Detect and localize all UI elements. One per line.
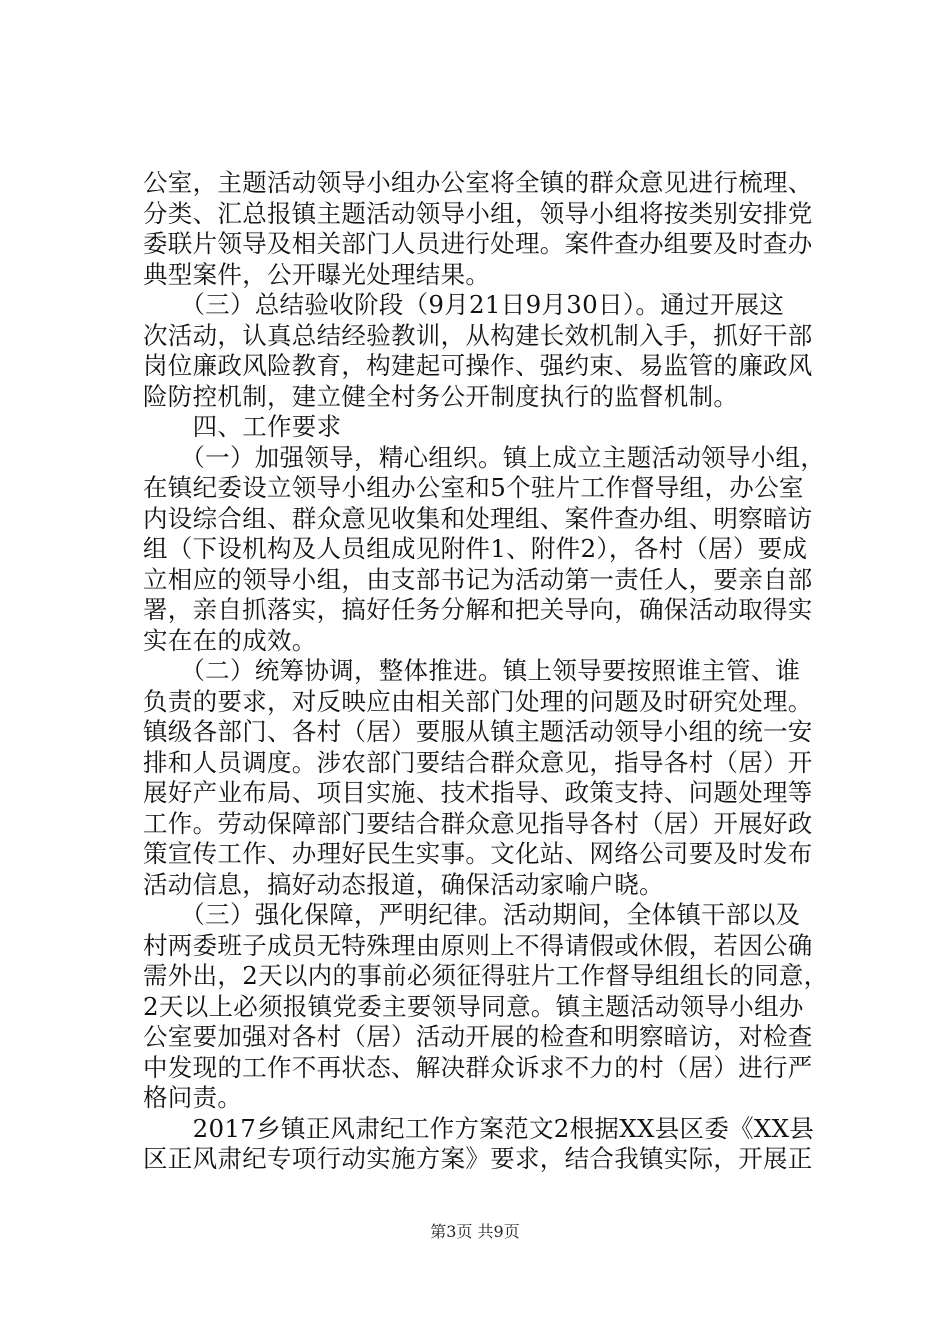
text-line: 署，亲自抓落实，搞好任务分解和把关导向，确保活动取得实 xyxy=(143,595,813,624)
text-line: 区正风肃纪专项行动实施方案》要求，结合我镇实际，开展正 xyxy=(143,1144,813,1173)
text-line: 公室，主题活动领导小组办公室将全镇的群众意见进行梳理、 xyxy=(143,168,813,197)
text-line: （三）强化保障，严明纪律。活动期间，全体镇干部以及 xyxy=(143,900,801,929)
text-line: 内设综合组、群众意见收集和处理组、案件查办组、明察暗访 xyxy=(143,503,813,533)
text-line: 工作。劳动保障部门要结合群众意见指导各村（居）开展好政 xyxy=(143,808,813,838)
text-line: 格问责。 xyxy=(143,1083,243,1112)
text-line: （二）统筹协调，整体推进。镇上领导要按照谁主管、谁 xyxy=(143,656,801,685)
text-line: 组（下设机构及人员组成见附件1、附件2），各村（居）要成 xyxy=(143,534,808,563)
text-line: 活动信息，搞好动态报道，确保活动家喻户晓。 xyxy=(143,869,664,899)
text-line: 典型案件，公开曝光处理结果。 xyxy=(143,259,491,289)
text-line: 分类、汇总报镇主题活动领导小组，领导小组将按类别安排党 xyxy=(143,198,813,228)
text-line: 2017乡镇正风肃纪工作方案范文2根据XX县区委《XX县 xyxy=(143,1113,815,1143)
text-line: 需外出，2天以内的事前必须征得驻片工作督导组组长的同意， xyxy=(143,961,829,990)
text-line: 岗位廉政风险教育，构建起可操作、强约束、易监管的廉政风 xyxy=(143,351,813,380)
text-line: 村两委班子成员无特殊理由原则上不得请假或休假，若因公确 xyxy=(143,930,813,960)
body-text xyxy=(143,168,829,1175)
text-line: 险防控机制，建立健全村务公开制度执行的监督机制。 xyxy=(143,381,739,411)
text-line: （一）加强领导，精心组织。镇上成立主题活动领导小组， xyxy=(143,442,826,472)
text-line: 中发现的工作不再状态、解决群众诉求不力的村（居）进行严 xyxy=(143,1052,813,1082)
text-line: 实在在的成效。 xyxy=(143,625,317,655)
text-line: 负责的要求，对反映应由相关部门处理的问题及时研究处理。 xyxy=(143,686,813,716)
section-heading: 四、工作要求 xyxy=(143,412,342,441)
text-line: 展好产业布局、项目实施、技术指导、政策支持、问题处理等 xyxy=(143,778,813,807)
text-line: （三）总结验收阶段（9月21日9月30日）。通过开展这 xyxy=(143,290,785,319)
page-footer: 第3页 共9页 xyxy=(430,1222,520,1241)
text-line: 公室要加强对各村（居）活动开展的检查和明察暗访，对检查 xyxy=(143,1022,813,1051)
text-line: 策宣传工作、办理好民生实事。文化站、网络公司要及时发布 xyxy=(143,839,813,868)
text-line: 排和人员调度。涉农部门要结合群众意见，指导各村（居）开 xyxy=(143,747,813,777)
text-line: 镇级各部门、各村（居）要服从镇主题活动领导小组的统一安 xyxy=(143,717,813,746)
text-line: 在镇纪委设立领导小组办公室和5个驻片工作督导组，办公室 xyxy=(143,473,804,502)
text-line: 委联片领导及相关部门人员进行处理。案件查办组要及时查办 xyxy=(143,229,813,258)
text-line: 立相应的领导小组，由支部书记为活动第一责任人，要亲自部 xyxy=(143,564,813,594)
text-line: 次活动，认真总结经验教训，从构建长效机制入手，抓好干部 xyxy=(143,320,813,350)
text-line: 2天以上必须报镇党委主要领导同意。镇主题活动领导小组办 xyxy=(143,991,804,1021)
